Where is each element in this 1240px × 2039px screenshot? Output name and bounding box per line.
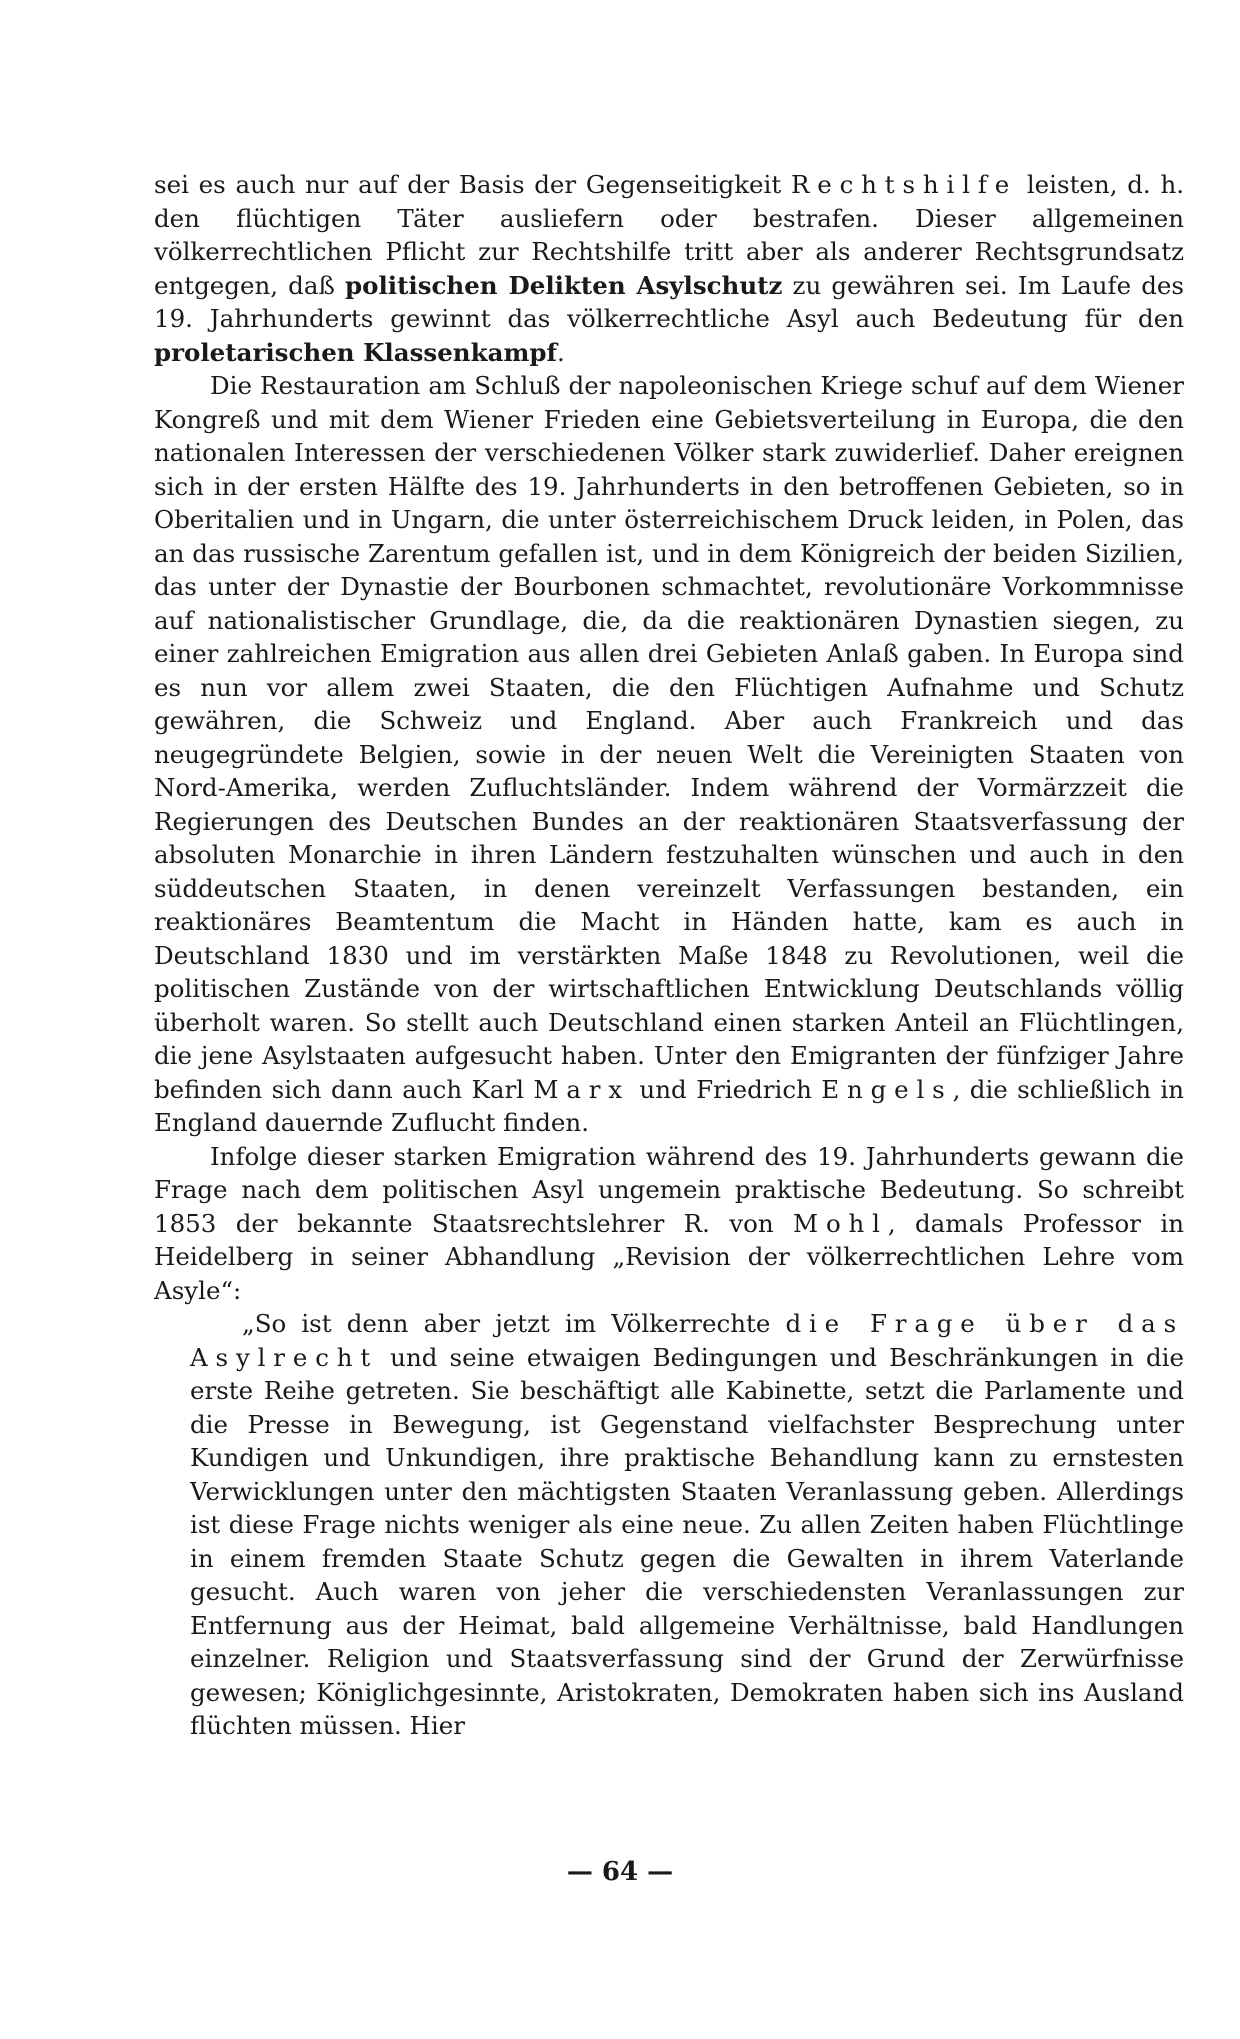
spaced-name: Engels xyxy=(821,1074,953,1104)
spaced-name: Mohl xyxy=(793,1208,888,1238)
spaced-emphasis: Rechtshilfe xyxy=(790,170,1018,199)
text-run: zu gewähren sei. Im Laufe des 19. Jahrhunderts gewinnt das völkerrechtliche Asyl auch Bedeutung für den xyxy=(154,270,1185,333)
spaced-name: Marx xyxy=(533,1074,631,1104)
text-run: , die schließlich in England dauernde Zuflucht finden. xyxy=(154,1074,1184,1137)
spaced-emphasis: die Frage über das Asylrecht xyxy=(190,1309,1184,1372)
text-run: . xyxy=(557,337,565,367)
paragraph-3 xyxy=(154,1140,1184,1308)
text-run: , damals Professor in Heidelberg in seiner Abhandlung „Revision der völkerrechtlichen Lehre vom Asyle“: xyxy=(154,1208,1184,1305)
text-run: „So ist denn aber jetzt im Völkerrechte xyxy=(242,1309,786,1338)
text-run: sei es auch nur auf der Basis der Gegenseitigkeit xyxy=(154,170,791,199)
bold-emphasis: proletarischen Klassenkampf xyxy=(154,337,558,367)
text-run: und seine etwaigen Bedingungen und Beschränkungen in die erste Reihe getreten. Sie beschäftigt alle Kabinette, setzt die Parlamente und die Presse in Bewegung, ist Gegenstand vielfachster Besprechung unter Kundigen und Unkundigen, ihre praktische Behandlung kann zu ernstesten Verwicklungen unter den mächtigsten Staaten Veranlassung geben. Allerdings ist diese Frage nichts weniger als eine neue. Zu allen Zeiten haben Flüchtlinge in einem fremden Staate Schutz gegen die Gewalten in ihrem Vaterlande gesucht. Auch waren von jeher die verschiedensten Veranlassungen zur Entfernung aus der Heimat, bald allgemeine Verhältnisse, bald Handlungen einzelner. Religion und Staatsverfassung sind der Grund der Zerwürfnisse gewesen; Königlichgesinnte, Aristokraten, Demokraten haben sich ins Ausland flüchten müssen. Hier xyxy=(190,1342,1184,1740)
text-run: und Friedrich xyxy=(630,1074,822,1104)
page-body xyxy=(154,168,1184,1743)
paragraph-1 xyxy=(154,168,1184,369)
text-run: Infolge dieser starken Emigration während des 19. Jahrhunderts gewann die Frage nach dem politischen Asyl ungemein praktische Bedeutung. So schreibt 1853 der bekannte Staatsrechtslehrer R. von xyxy=(154,1141,1184,1238)
bold-emphasis: politischen Delikten Asylschutz xyxy=(344,270,783,300)
text-run: Die Restauration am Schluß der napoleonischen Kriege schuf auf dem Wiener Kongreß und mit dem Wiener Frieden eine Gebietsverteilung in Europa, die den nationalen Interessen der verschiedenen Völker stark zuwiderlief. Daher ereignen sich in der ersten Hälfte des 19. Jahrhunderts in den betroffenen Gebieten, so in Oberitalien und in Ungarn, die unter österreichischem Druck leiden, in Polen, das an das russische Zarentum gefallen ist, und in dem Königreich der beiden Sizilien, das unter der Dynastie der Bourbonen schmachtet, revolutionäre Vorkommnisse auf nationalistischer Grundlage, die, da die reaktionären Dynastien siegen, zu einer zahlreichen Emigration aus allen drei Gebieten Anlaß gaben. In Europa sind es nun vor allem zwei Staaten, die den Flüchtigen Aufnahme und Schutz gewähren, die Schweiz und England. Aber auch Frankreich und das neugegründete Belgien, sowie in der neuen Welt die Vereinigten Staaten von Nord-Amerika, werden Zufluchtsländer. Indem während der Vormärzzeit die Regierungen des Deutschen Bundes an der reaktionären Staatsverfassung der absoluten Monarchie in ihren Ländern festzuhalten wünschen und auch in den süddeutschen Staaten, in denen vereinzelt Verfassungen bestanden, ein reaktionäres Beamtentum die Macht in Händen hatte, kam es auch in Deutschland 1830 und im verstärkten Maße 1848 zu Revolutionen, weil die politischen Zustände von der wirtschaftlichen Entwicklung Deutschlands völlig überholt waren. So stellt auch Deutschland einen starken Anteil an Flüchtlingen, die jene Asylstaaten aufgesucht haben. Unter den Emigranten der fünfziger Jahre befinden sich dann auch Karl xyxy=(154,371,1184,1104)
text-run: leisten, d. h. den flüchtigen Täter ausliefern oder bestrafen. Dieser allgemeinen völkerrechtlichen Pflicht zur Rechtshilfe tritt aber als anderer Rechtsgrundsatz entgegen, daß xyxy=(154,170,1185,300)
paragraph-2 xyxy=(154,369,1184,1140)
block-quote xyxy=(190,1307,1184,1743)
page-number: — 64 — xyxy=(566,1857,674,1887)
